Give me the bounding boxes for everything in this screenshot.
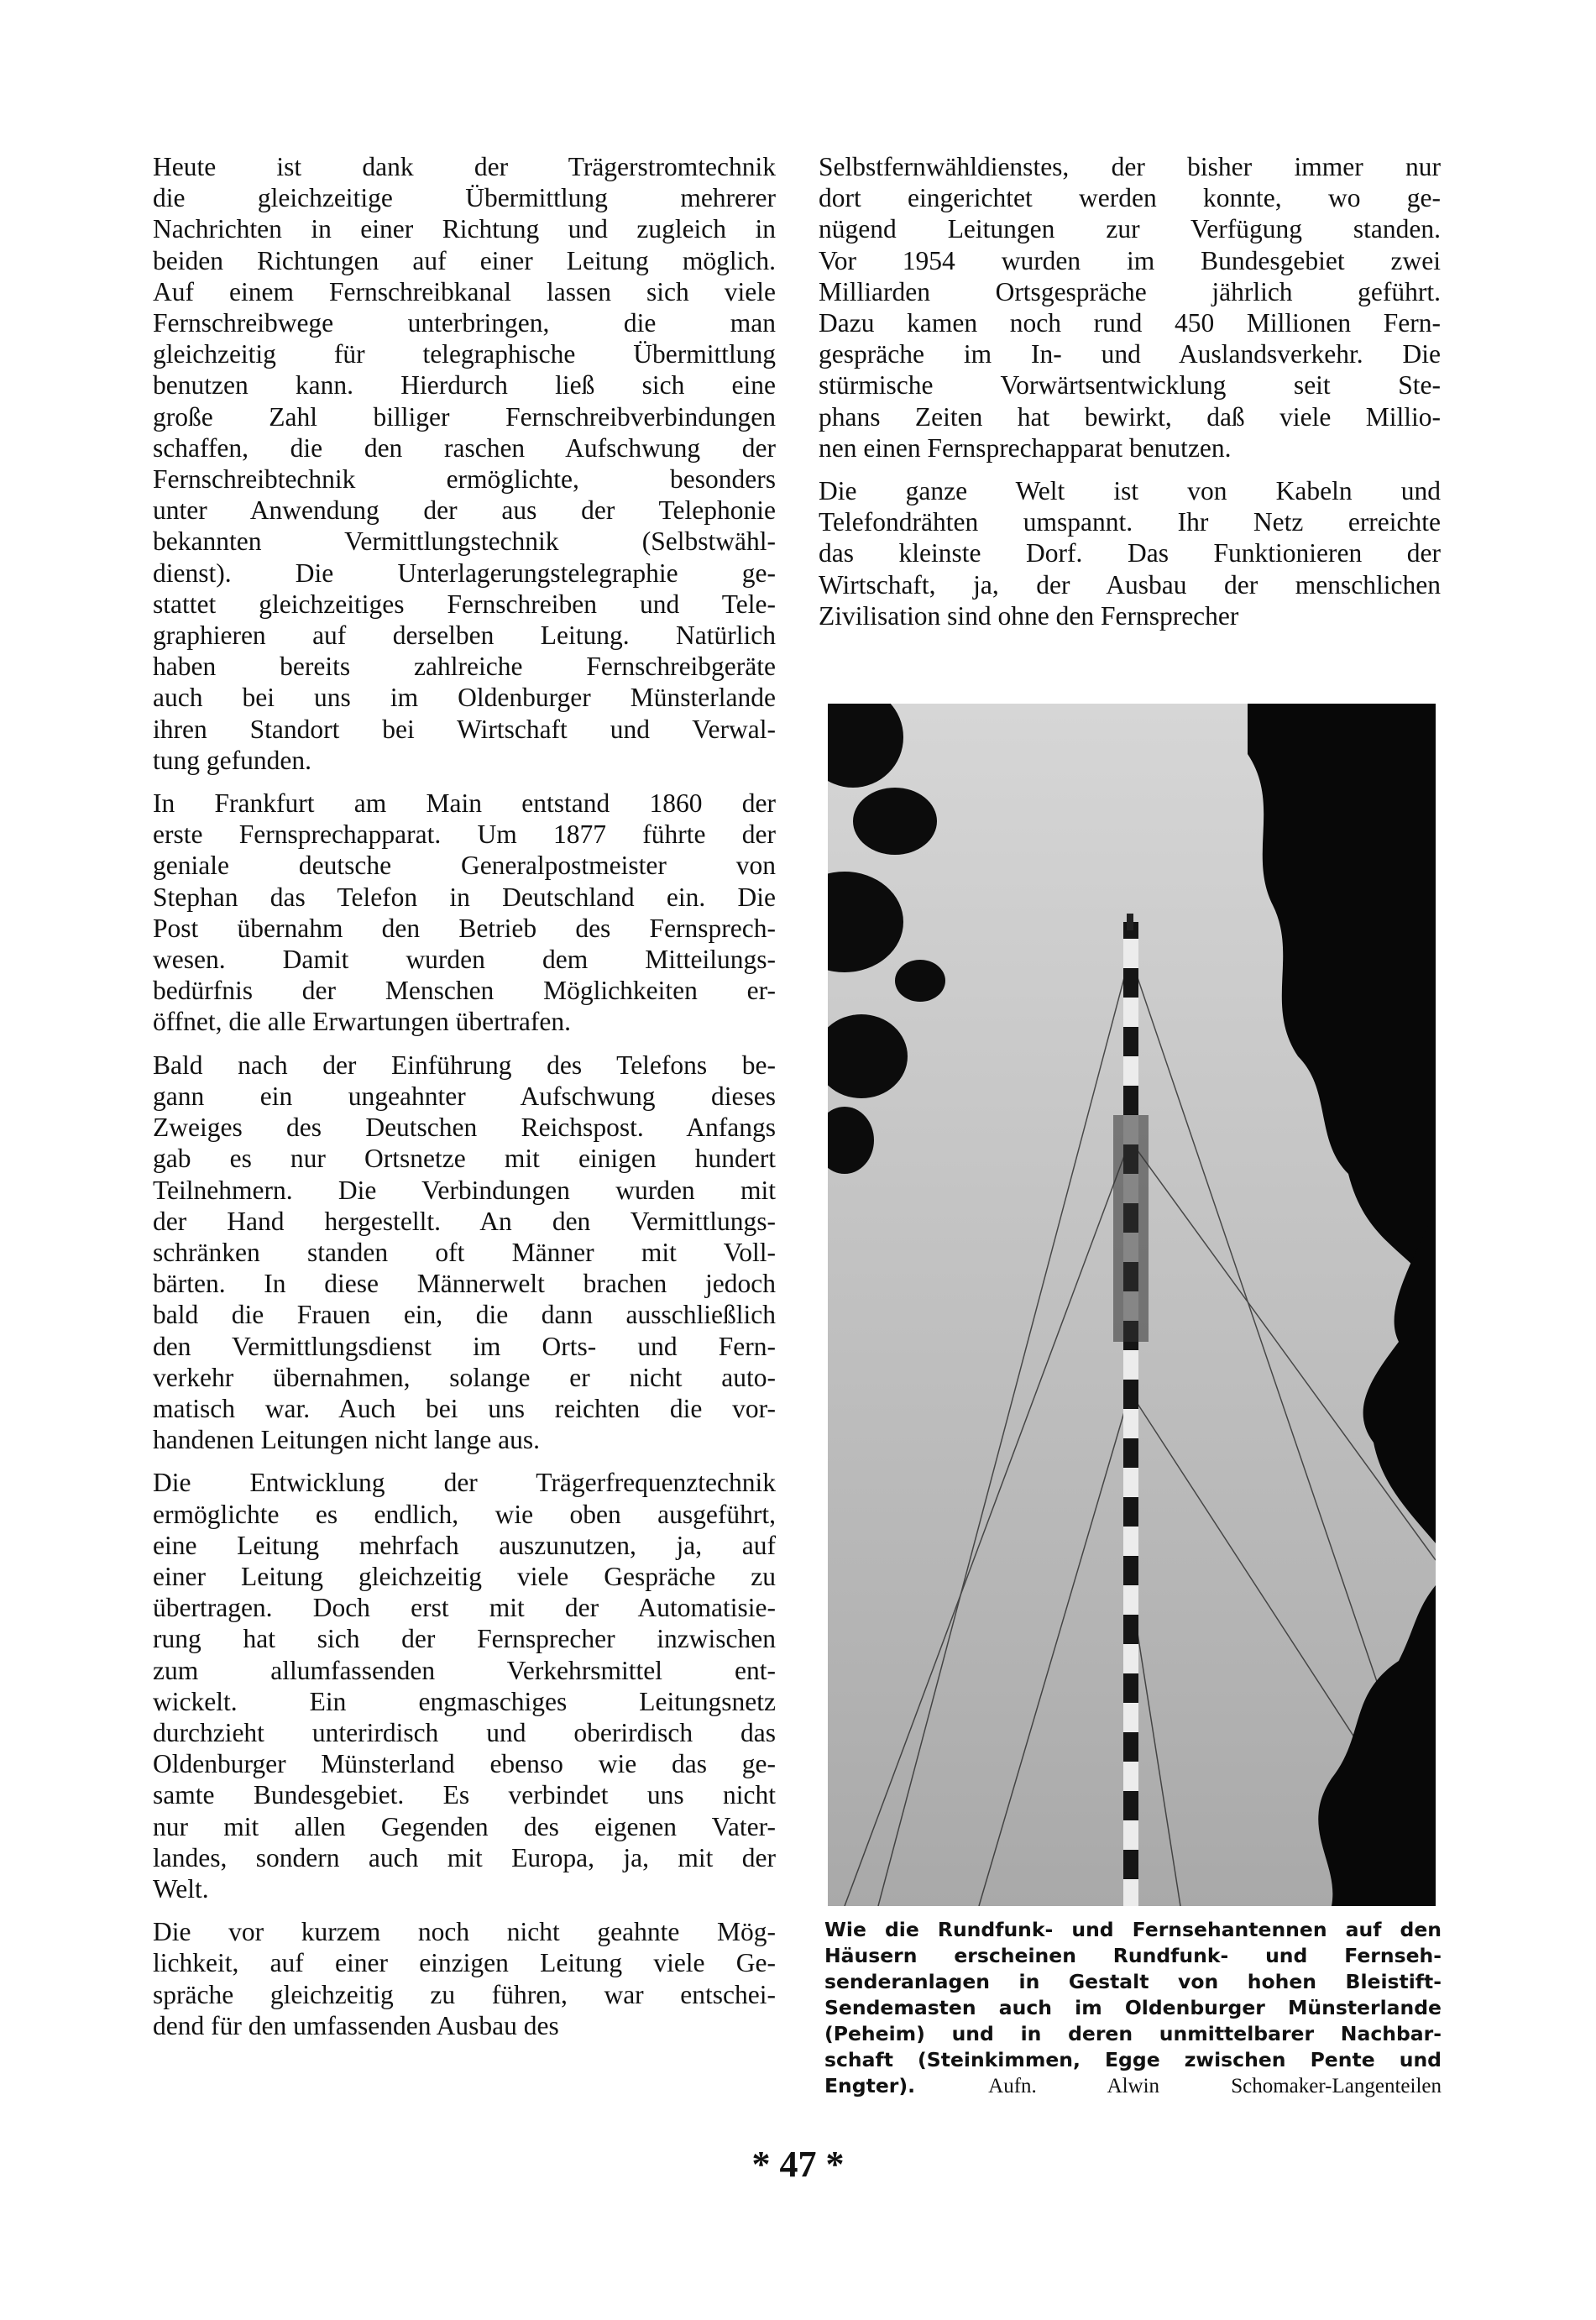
text-line: nur mit allen Gegenden des eigenen Vater- bbox=[153, 1811, 776, 1841]
text-line: nen einen Fernsprechapparat benutzen. bbox=[819, 432, 1232, 463]
text-line: bekannten Vermittlungstechnik (Selbstwähl- bbox=[153, 526, 776, 557]
left-text-column bbox=[153, 151, 776, 2053]
text-line: ermöglichte es endlich, wie oben ausgeführt, bbox=[153, 1499, 776, 1529]
text-line: matisch war. Auch bei uns reichten die vor- bbox=[153, 1393, 776, 1423]
text-line: öffnet, die alle Erwartungen übertrafen. bbox=[153, 1007, 571, 1037]
text-line: beiden Richtungen auf einer Leitung möglich. bbox=[153, 245, 776, 275]
text-line: gab es nur Ortsnetze mit einigen hundert bbox=[153, 1144, 776, 1174]
caption-line: Häusern erscheinen Rundfunk- und Fernseh- bbox=[824, 1944, 1442, 1967]
text-line: gespräche im In- und Auslandsverkehr. Die bbox=[819, 339, 1441, 369]
paragraph bbox=[819, 475, 1441, 631]
paragraph bbox=[819, 151, 1441, 463]
text-line: gann ein ungeahnter Aufschwung dieses bbox=[153, 1081, 776, 1111]
text-line: Die vor kurzem noch nicht geahnte Mög- bbox=[153, 1917, 776, 1947]
text-line: Wirtschaft, ja, der Ausbau der menschlichen bbox=[819, 569, 1441, 600]
text-line: Selbstfernwähldienstes, der bisher immer nur bbox=[819, 152, 1441, 181]
text-line: eine Leitung mehrfach auszunutzen, ja, auf bbox=[153, 1530, 776, 1560]
text-line: die gleichzeitige Übermittlung mehrerer bbox=[153, 183, 776, 213]
text-line: Vor 1954 wurden im Bundesgebiet zwei bbox=[819, 245, 1441, 275]
text-line: Teilnehmern. Die Verbindungen wurden mit bbox=[153, 1175, 776, 1205]
text-line: In Frankfurt am Main entstand 1860 der bbox=[153, 788, 776, 819]
text-line: benutzen kann. Hierdurch ließ sich eine bbox=[153, 370, 776, 401]
text-line: handenen Leitungen nicht lange aus. bbox=[153, 1425, 540, 1455]
text-line: durchzieht unterirdisch und oberirdisch das bbox=[153, 1717, 776, 1747]
text-line: bärten. In diese Männerwelt brachen jedoch bbox=[153, 1269, 776, 1299]
text-line: lichkeit, auf einer einzigen Leitung viele Ge- bbox=[153, 1948, 776, 1978]
caption-line: (Peheim) und in deren unmittelbarer Nachbar- bbox=[824, 2022, 1442, 2045]
text-line: Milliarden Ortsgespräche jährlich geführt. bbox=[819, 276, 1441, 306]
page-number: * 47 * bbox=[751, 2144, 845, 2185]
paragraph bbox=[153, 1916, 776, 2041]
text-line: nügend Leitungen zur Verfügung standen. bbox=[819, 214, 1441, 244]
text-line: graphieren auf derselben Leitung. Natürlich bbox=[153, 621, 776, 651]
text-line: Die Entwicklung der Trägerfrequenztechnik bbox=[153, 1468, 776, 1498]
caption-line: Sendemasten auch im Oldenburger Münsterlande bbox=[824, 1996, 1442, 2019]
text-line: dort eingerichtet werden konnte, wo ge- bbox=[819, 183, 1441, 213]
text-line: Welt. bbox=[153, 1873, 209, 1904]
text-line: unter Anwendung der aus der Telephonie bbox=[153, 495, 776, 526]
text-line: den Vermittlungsdienst im Orts- und Fern- bbox=[153, 1331, 776, 1361]
text-line: rung hat sich der Fernsprecher inzwischen bbox=[153, 1624, 776, 1654]
text-line: Bald nach der Einführung des Telefons be- bbox=[153, 1050, 776, 1080]
paragraph bbox=[153, 151, 776, 776]
text-line: wickelt. Ein engmaschiges Leitungsnetz bbox=[153, 1686, 776, 1716]
text-line: zum allumfassenden Verkehrsmittel ent- bbox=[153, 1655, 776, 1685]
text-line: Nachrichten in einer Richtung und zugleich in bbox=[153, 214, 776, 244]
text-line: schaffen, die den raschen Aufschwung der bbox=[153, 432, 776, 463]
photo-credit: Aufn. Alwin Schomaker-Langenteilen bbox=[988, 2075, 1442, 2097]
text-line: samte Bundesgebiet. Es verbindet uns nicht bbox=[153, 1780, 776, 1810]
text-line: bedürfnis der Menschen Möglichkeiten er- bbox=[153, 976, 776, 1006]
text-line: haben bereits zahlreiche Fernschreibgeräte bbox=[153, 652, 776, 682]
text-line: spräche gleichzeitig zu führen, war entschei- bbox=[153, 1979, 776, 2009]
text-line: bald die Frauen ein, die dann ausschließlich bbox=[153, 1300, 776, 1330]
text-line: verkehr übernahmen, solange er nicht auto- bbox=[153, 1362, 776, 1392]
paragraph bbox=[153, 1050, 776, 1456]
text-line: dienst). Die Unterlagerungstelegraphie ge- bbox=[153, 558, 776, 588]
right-text-column bbox=[819, 151, 1441, 643]
radio-mast-photo bbox=[828, 704, 1436, 1906]
text-line: Fernschreibwege unterbringen, die man bbox=[153, 308, 776, 338]
text-line: landes, sondern auch mit Europa, ja, mit der bbox=[153, 1842, 776, 1872]
text-line: das kleinste Dorf. Das Funktionieren der bbox=[819, 538, 1441, 568]
text-line: dend für den umfassenden Ausbau des bbox=[153, 2010, 559, 2040]
text-line: geniale deutsche Generalpostmeister von bbox=[153, 851, 776, 881]
text-line: Post übernahm den Betrieb des Fernsprech- bbox=[153, 913, 776, 943]
caption-line: senderanlagen in Gestalt von hohen Bleistift- bbox=[824, 1970, 1442, 1993]
caption-line: Wie die Rundfunk- und Fernsehantennen auf den bbox=[824, 1918, 1442, 1941]
caption-line: schaft (Steinkimmen, Egge zwischen Pente und bbox=[824, 2048, 1442, 2071]
text-line: Oldenburger Münsterland ebenso wie das ge- bbox=[153, 1749, 776, 1779]
paragraph bbox=[153, 788, 776, 1038]
caption-end: Engter). bbox=[824, 2074, 989, 2097]
text-line: Die ganze Welt ist von Kabeln und bbox=[819, 476, 1441, 506]
text-line: große Zahl billiger Fernschreibverbindungen bbox=[153, 401, 776, 432]
text-line: ihren Standort bei Wirtschaft und Verwal- bbox=[153, 714, 776, 744]
text-line: schränken standen oft Männer mit Voll- bbox=[153, 1237, 776, 1267]
text-line: stattet gleichzeitiges Fernschreiben und Tele- bbox=[153, 589, 776, 619]
caption-last-line bbox=[824, 2073, 1442, 2099]
paragraph bbox=[153, 1467, 776, 1904]
text-line: Stephan das Telefon in Deutschland ein. Die bbox=[153, 882, 776, 912]
text-line: erste Fernsprechapparat. Um 1877 führte der bbox=[153, 820, 776, 850]
text-line: tung gefunden. bbox=[153, 745, 311, 775]
text-line: Dazu kamen noch rund 450 Millionen Fern- bbox=[819, 308, 1441, 338]
text-line: Telefondrähten umspannt. Ihr Netz erreichte bbox=[819, 507, 1441, 537]
text-line: Auf einem Fernschreibkanal lassen sich viele bbox=[153, 276, 776, 306]
text-line: Heute ist dank der Trägerstromtechnik bbox=[153, 152, 776, 181]
text-line: wesen. Damit wurden dem Mitteilungs- bbox=[153, 945, 776, 975]
radio-mast-illustration bbox=[828, 704, 1436, 1906]
text-line: einer Leitung gleichzeitig viele Gespräche zu bbox=[153, 1561, 776, 1591]
photo-caption bbox=[824, 1917, 1442, 2099]
text-line: phans Zeiten hat bewirkt, daß viele Millio- bbox=[819, 401, 1441, 432]
text-line: gleichzeitig für telegraphische Übermittlung bbox=[153, 339, 776, 369]
text-line: auch bei uns im Oldenburger Münsterlande bbox=[153, 683, 776, 713]
text-line: der Hand hergestellt. An den Vermittlungs- bbox=[153, 1206, 776, 1236]
text-line: übertragen. Doch erst mit der Automatisie- bbox=[153, 1593, 776, 1623]
text-line: stürmische Vorwärtsentwicklung seit Ste- bbox=[819, 370, 1441, 401]
text-line: Zivilisation sind ohne den Fernsprecher bbox=[819, 600, 1239, 631]
text-line: Zweiges des Deutschen Reichspost. Anfangs bbox=[153, 1113, 776, 1143]
text-line: Fernschreibtechnik ermöglichte, besonders bbox=[153, 464, 776, 495]
